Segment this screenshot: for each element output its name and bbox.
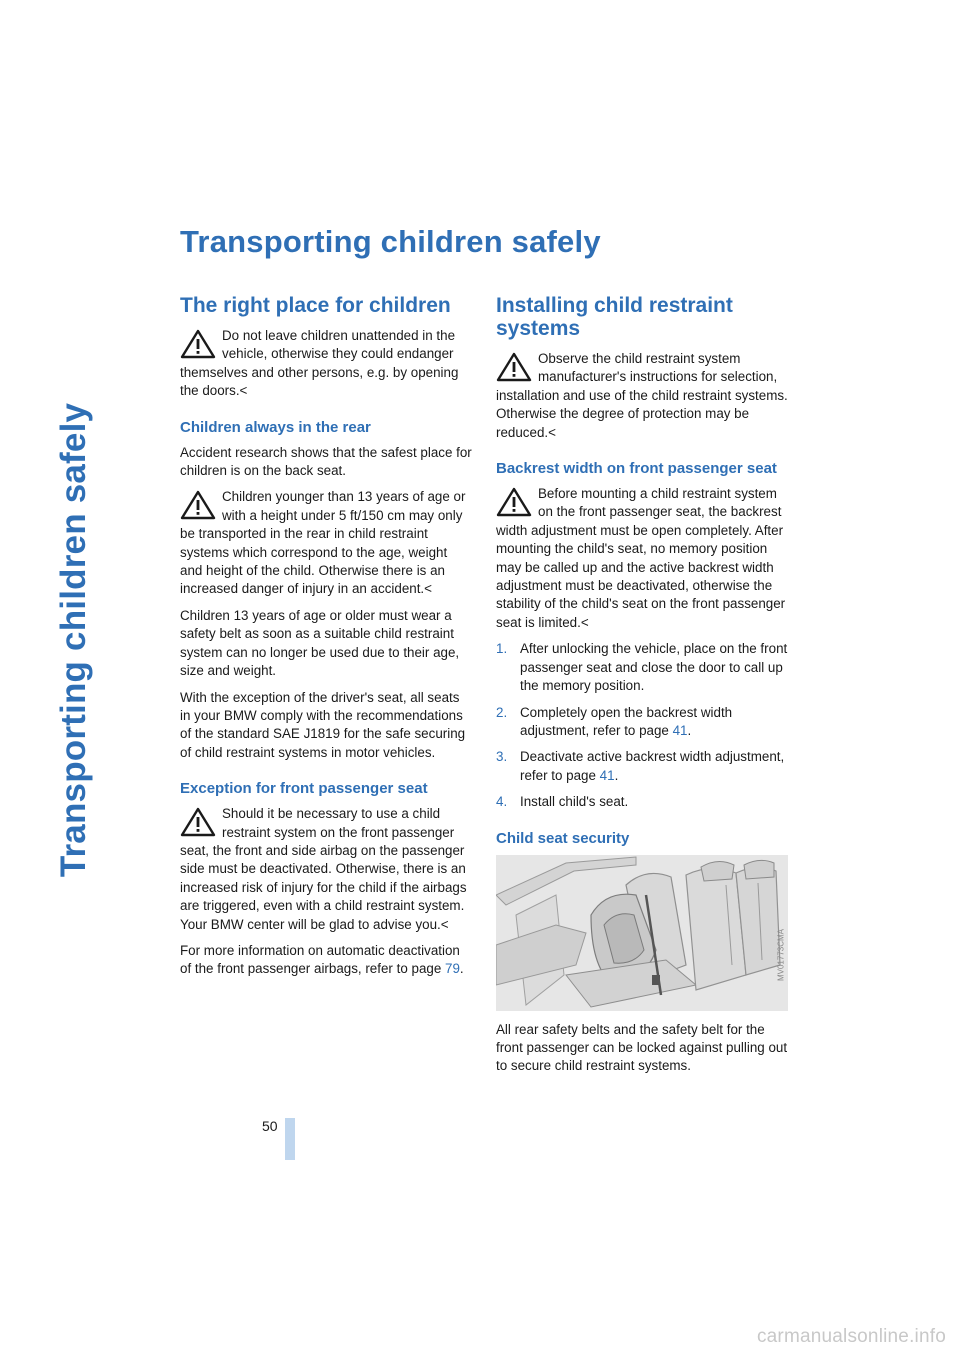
step-number: 3. [496, 749, 508, 765]
page-number: 50 [262, 1118, 278, 1134]
warning-triangle-icon [180, 490, 216, 520]
section-heading-right-place: The right place for children [180, 294, 451, 317]
paragraph: With the exception of the driver's seat, all seats in your BMW comply with the recommendations of the standard SAE J1819 for the safe securing of child restraint systems in motor vehicles. [180, 689, 466, 760]
car-interior-drawing [496, 855, 788, 1011]
warning-triangle-icon [496, 487, 532, 517]
list-item [496, 748, 788, 785]
subheading-children-rear: Children always in the rear [180, 418, 371, 436]
step-number: 4. [496, 794, 508, 810]
warning-block [496, 350, 788, 442]
paragraph-airbag-reference [180, 942, 472, 979]
page-link-41[interactable]: 41 [672, 722, 688, 738]
left-column [180, 294, 472, 987]
paragraph: All rear safety belts and the safety belt for the front passenger can be locked against pulling out to secure child restraint systems. [496, 1021, 788, 1074]
list-item [496, 704, 788, 741]
step-number: 2. [496, 704, 508, 720]
side-section-title-text: Transporting children safely [54, 402, 93, 878]
step-text: Deactivate active backrest width adjustment, refer to page [520, 749, 785, 783]
paragraph-text: For more information on automatic deactivation of the front passenger airbags, refer to page [180, 942, 460, 977]
warning-triangle-icon [180, 329, 216, 359]
warning-text: Before mounting a child restraint system on the front passenger seat, the backrest width adjustment must be open completely. After mounting the child's seat, no memory position may be called up and the active backrest width adjustment must be deactivated, otherwise the stability of the child's seat on the front passenger seat is limited.< [496, 486, 786, 630]
warning-text: Do not leave children unattended in the vehicle, otherwise they could endanger themselves and other persons, e.g. by opening the doors.< [180, 328, 459, 399]
warning-triangle-icon [496, 352, 532, 382]
page-title: Transporting children safely [180, 224, 601, 259]
warning-block [180, 327, 472, 401]
paragraph: Children 13 years of age or older must wear a safety belt as soon as a suitable child restraint system can no longer be used due to their age, size and weight. [180, 607, 460, 679]
steps-list [496, 640, 788, 811]
warning-text: Children younger than 13 years of age or with a height under 5 ft/150 cm may only be transported in the rear in child restraint systems which correspond to the age, weight and height of the child. Otherwise there is an increased danger of injury in an accident.< [180, 489, 466, 597]
warning-block [180, 488, 472, 598]
step-end: . [614, 767, 619, 783]
step-text: Install child's seat. [520, 794, 629, 810]
page-number-bar [285, 1118, 295, 1160]
list-item [496, 640, 788, 695]
subheading-backrest-width: Backrest width on front passenger seat [496, 460, 777, 478]
list-item [496, 793, 788, 811]
section-heading-installing: Installing child restraint systems [496, 294, 733, 340]
child-seat-illustration [496, 855, 788, 1011]
step-text: After unlocking the vehicle, place on the front passenger seat and close the door to call up the memory position. [520, 641, 788, 694]
step-number: 1. [496, 641, 508, 657]
warning-text: Observe the child restraint system manufacturer's instructions for selection, installation and use of the child restraint systems. Otherwise the degree of protection may be reduced.< [496, 351, 788, 440]
subheading-exception-front-passenger: Exception for front passenger seat [180, 780, 428, 798]
step-text: Completely open the backrest width adjustment, refer to page [520, 704, 733, 738]
warning-block [180, 805, 472, 934]
page-link-79[interactable]: 79 [445, 961, 460, 977]
figure-code-text: MV01773CMA [776, 928, 786, 981]
figure-code [776, 905, 786, 1005]
watermark: carmanualsonline.info [756, 1326, 946, 1347]
right-column [496, 294, 788, 1084]
warning-triangle-icon [180, 807, 216, 837]
warning-text: Should it be necessary to use a child restraint system on the front passenger seat, the front and side airbag on the passenger side must be deactivated. Otherwise, there is an increased risk of injury for the child if the airbags are triggered, even with a child restraint system. Your BMW center will be glad to advise you.< [180, 806, 467, 932]
page-link-41[interactable]: 41 [599, 767, 615, 783]
paragraph-end: . [459, 961, 464, 977]
step-end: . [687, 722, 692, 738]
subheading-child-seat-security: Child seat security [496, 829, 630, 847]
paragraph: Accident research shows that the safest place for children is on the back seat. [180, 444, 472, 479]
warning-block [496, 485, 788, 632]
